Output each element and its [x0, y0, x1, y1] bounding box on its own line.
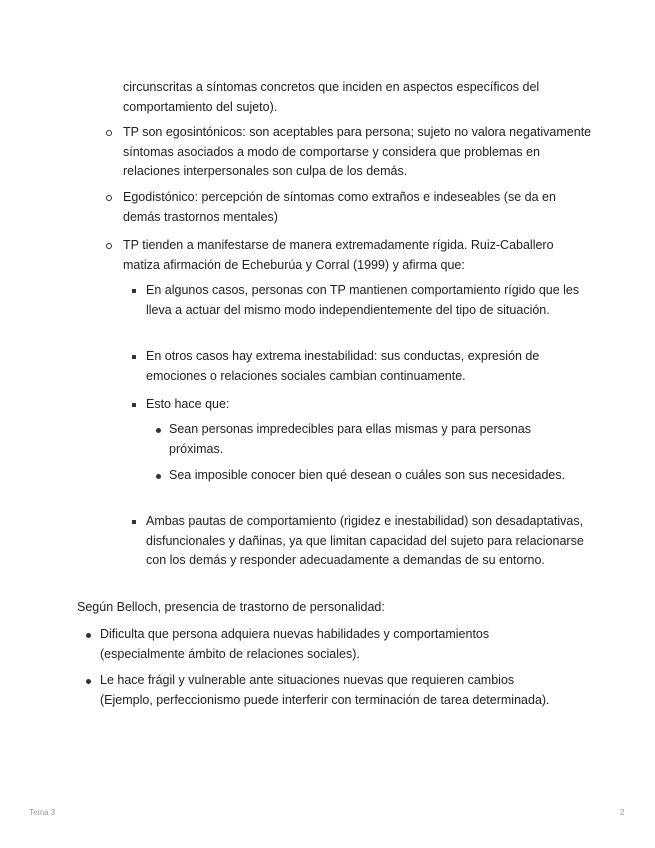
- hollow-bullet-icon: [106, 195, 112, 201]
- list-item: Sean personas impredecibles para ellas mismas y para personas próximas.: [169, 422, 531, 456]
- disc-bullet-icon: [86, 679, 91, 684]
- footer-label: Tema 3: [29, 808, 56, 817]
- list-item: Le hace frágil y vulnerable ante situaciones nuevas que requieren cambios (Ejemplo, perfeccionismo puede interferir con terminación de tarea determinada).: [100, 673, 550, 707]
- hollow-bullet-icon: [106, 130, 112, 136]
- square-bullet-icon: [132, 520, 136, 524]
- page-number: 2: [620, 808, 625, 817]
- hollow-bullet-icon: [106, 243, 112, 249]
- disc-bullet-icon: [156, 428, 161, 433]
- paragraph: Según Belloch, presencia de trastorno de personalidad:: [77, 600, 385, 614]
- square-bullet-icon: [132, 403, 136, 407]
- list-item: Dificulta que persona adquiera nuevas habilidades y comportamientos (especialmente ámbito de relaciones sociales).: [100, 627, 490, 661]
- list-item: Egodistónico: percepción de síntomas como extraños e indeseables (se da en demás trastornos mentales): [123, 190, 556, 224]
- list-item: TP tienden a manifestarse de manera extremadamente rígida. Ruiz-Caballero matiza afirmación de Echeburúa y Corral (1999) y afirma que:: [123, 238, 554, 272]
- disc-bullet-icon: [86, 633, 91, 638]
- square-bullet-icon: [132, 289, 136, 293]
- continuation-text: circunscritas a síntomas concretos que inciden en aspectos específicos del comportamiento del sujeto).: [123, 80, 540, 114]
- list-item: TP son egosintónicos: son aceptables para persona; sujeto no valora negativamente síntomas asociados a modo de comportarse y considera que problemas en relaciones interpersonales son culpa de los demás.: [123, 125, 592, 179]
- list-item: Esto hace que:: [146, 397, 230, 411]
- list-item: Sea imposible conocer bien qué desean o cuáles son sus necesidades.: [169, 468, 566, 482]
- list-item: En algunos casos, personas con TP mantienen comportamiento rígido que les lleva a actuar del mismo modo independientemente del tipo de situación.: [146, 283, 580, 317]
- disc-bullet-icon: [156, 474, 161, 479]
- list-item: En otros casos hay extrema inestabilidad: sus conductas, expresión de emociones o relaciones sociales cambian continuamente.: [146, 349, 540, 383]
- list-item: Ambas pautas de comportamiento (rigidez e inestabilidad) son desadaptativas, disfuncionales y dañinas, ya que limitan capacidad del sujeto para relacionarse con los demás y responder adecuadamente a demandas de su entorno.: [146, 514, 584, 568]
- square-bullet-icon: [132, 355, 136, 359]
